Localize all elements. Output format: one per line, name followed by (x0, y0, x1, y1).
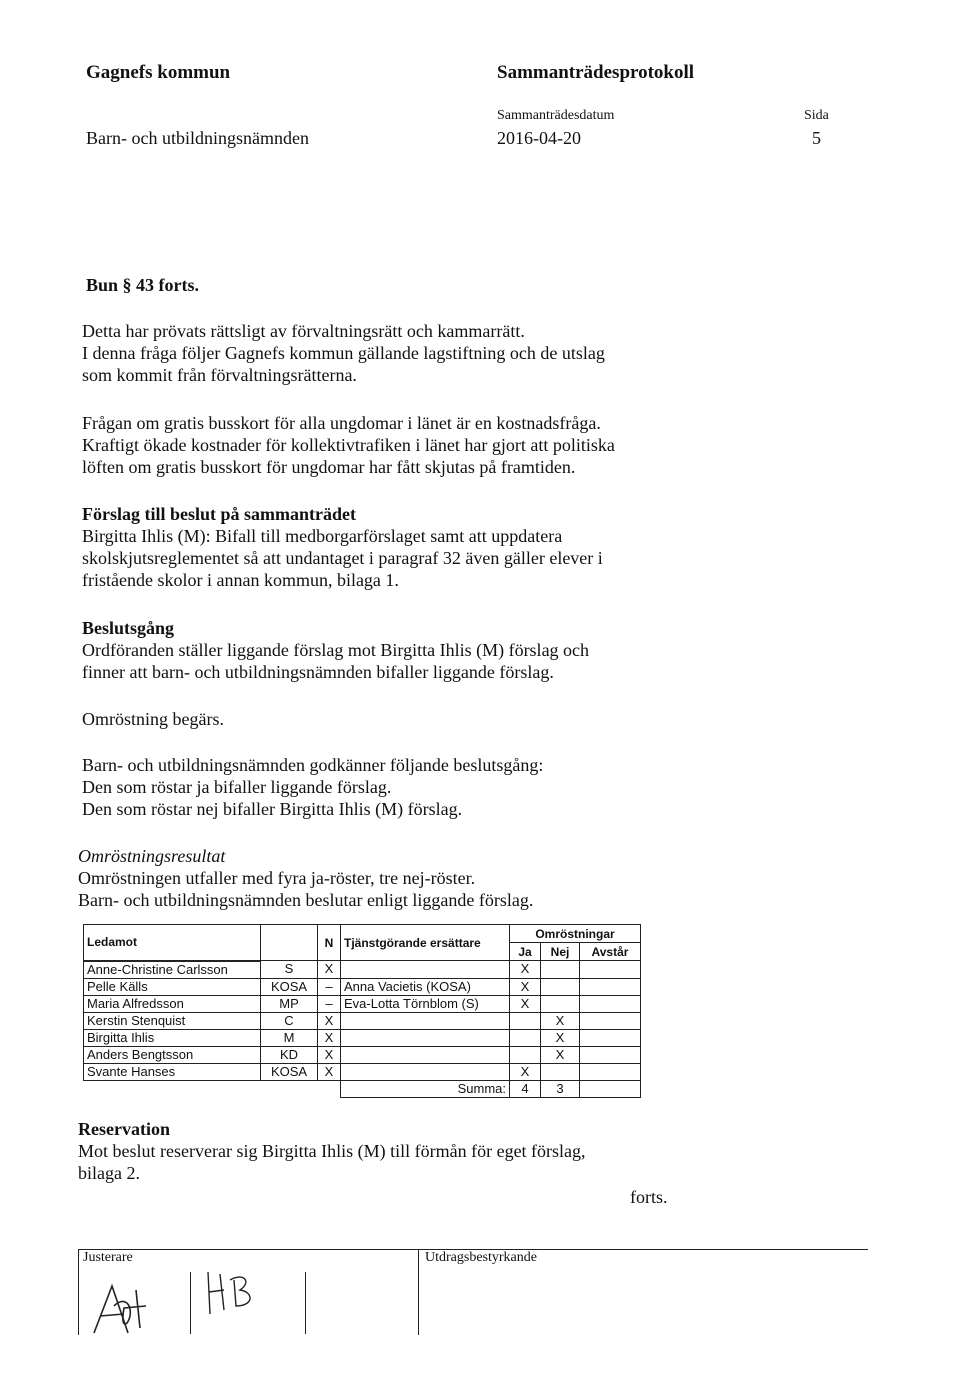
table-row (84, 1046, 641, 1063)
vote-yes (510, 1012, 541, 1029)
col-header-voting: Omröstningar (510, 925, 641, 943)
text-line: Barn- och utbildningsnämnden godkänner följande beslutsgång: (82, 755, 544, 775)
member-party: KOSA (261, 1063, 318, 1080)
col-header-abstain: Avstår (580, 943, 641, 961)
proposal-section (82, 503, 603, 591)
sum-no: 3 (541, 1080, 580, 1097)
member-present: X (318, 1029, 341, 1046)
member-substitute (341, 961, 510, 979)
footer-rule (418, 1249, 419, 1335)
col-header-no: Nej (541, 943, 580, 961)
page-number: 5 (812, 128, 821, 148)
member-present: – (318, 978, 341, 995)
vote-no: X (541, 1046, 580, 1063)
table-row (84, 978, 641, 995)
procedure-heading: Beslutsgång (82, 618, 175, 638)
text-line: bilaga 2. (78, 1163, 140, 1183)
vote-abstain (580, 961, 641, 979)
vote-abstain (580, 1029, 641, 1046)
member-substitute (341, 1046, 510, 1063)
proposal-heading: Förslag till beslut på sammanträdet (82, 504, 356, 524)
text-line: I denna fråga följer Gagnefs kommun gällande lagstiftning och de utslag (82, 343, 605, 363)
vote-abstain (580, 995, 641, 1012)
member-substitute (341, 1063, 510, 1080)
text-line: Birgitta Ihlis (M): Bifall till medborgarförslaget samt att uppdatera (82, 526, 563, 546)
footer-rule (78, 1249, 79, 1335)
table-row (84, 995, 641, 1012)
municipality-name: Gagnefs kommun (86, 62, 231, 83)
page-label: Sida (804, 108, 829, 123)
text-line: Kraftigt ökade kostnader för kollektivtrafiken i länet har gjort att politiska (82, 435, 615, 455)
text-line: Detta har prövats rättsligt av förvaltningsrätt och kammarrätt. (82, 321, 525, 341)
member-party: KOSA (261, 978, 318, 995)
result-heading: Omröstningsresultat (78, 846, 226, 866)
result-section (78, 845, 533, 911)
committee-name: Barn- och utbildningsnämnden (86, 128, 309, 148)
member-name: Pelle Källs (84, 978, 261, 995)
vote-abstain (580, 978, 641, 995)
text-line: Ordföranden ställer liggande förslag mot Birgitta Ihlis (M) förslag och (82, 640, 590, 660)
signature-initials-1 (84, 1278, 184, 1338)
member-party: M (261, 1029, 318, 1046)
vote-yes: X (510, 978, 541, 995)
vote-table (83, 924, 641, 1098)
vote-yes: X (510, 961, 541, 979)
col-header-present: N (318, 925, 341, 961)
text-line: Barn- och utbildningsnämnden beslutar enligt liggande förslag. (78, 890, 534, 910)
vote-requested: Omröstning begärs. (82, 709, 224, 729)
vote-no (541, 978, 580, 995)
footer-rule (305, 1272, 306, 1334)
sum-label: Summa: (341, 1080, 510, 1097)
text-line: fristående skolor i annan kommun, bilaga 1. (82, 570, 399, 590)
member-party: MP (261, 995, 318, 1012)
vote-yes: X (510, 1063, 541, 1080)
vote-yes (510, 1046, 541, 1063)
continued-label: forts. (630, 1187, 668, 1207)
footer-rule (190, 1272, 191, 1334)
extract-label: Utdragsbestyrkande (425, 1250, 537, 1265)
member-party: C (261, 1012, 318, 1029)
reservation-section (78, 1118, 586, 1184)
member-name: Svante Hanses (84, 1063, 261, 1080)
text-line: Den som röstar ja bifaller liggande förslag. (82, 777, 392, 797)
vote-yes (510, 1029, 541, 1046)
section-title: Bun § 43 forts. (86, 275, 200, 295)
vote-no: X (541, 1012, 580, 1029)
vote-no: X (541, 1029, 580, 1046)
member-name: Maria Alfredsson (84, 995, 261, 1012)
member-present: X (318, 961, 341, 979)
text-line: Den som röstar nej bifaller Birgitta Ihlis (M) förslag. (82, 799, 463, 819)
table-row (84, 961, 641, 979)
vote-abstain (580, 1063, 641, 1080)
text-line: som kommit från förvaltningsrätterna. (82, 365, 357, 385)
vote-abstain (580, 1012, 641, 1029)
meeting-date: 2016-04-20 (497, 128, 581, 148)
date-label: Sammanträdesdatum (497, 108, 615, 123)
paragraph-cost (82, 412, 615, 478)
member-party: S (261, 961, 318, 979)
table-row (84, 1063, 641, 1080)
text-line: Frågan om gratis busskort för alla ungdomar i länet är en kostnadsfråga. (82, 413, 601, 433)
table-row (84, 1012, 641, 1029)
member-substitute (341, 1029, 510, 1046)
member-present: X (318, 1046, 341, 1063)
member-present: X (318, 1012, 341, 1029)
vote-no (541, 961, 580, 979)
reservation-heading: Reservation (78, 1119, 170, 1139)
vote-yes: X (510, 995, 541, 1012)
member-name: Anne-Christine Carlsson (84, 961, 261, 979)
member-present: X (318, 1063, 341, 1080)
text-line: finner att barn- och utbildningsnämnden bifaller liggande förslag. (82, 662, 554, 682)
member-present: – (318, 995, 341, 1012)
vote-abstain (580, 1046, 641, 1063)
text-line: Omröstningen utfaller med fyra ja-röster, tre nej-röster. (78, 868, 476, 888)
sum-yes: 4 (510, 1080, 541, 1097)
member-substitute (341, 1012, 510, 1029)
table-row (84, 1029, 641, 1046)
member-name: Anders Bengtsson (84, 1046, 261, 1063)
procedure-section (82, 617, 589, 683)
member-substitute: Eva-Lotta Törnblom (S) (341, 995, 510, 1012)
col-header-yes: Ja (510, 943, 541, 961)
member-party: KD (261, 1046, 318, 1063)
member-name: Kerstin Stenquist (84, 1012, 261, 1029)
member-name: Birgitta Ihlis (84, 1029, 261, 1046)
verifier-label: Justerare (83, 1250, 133, 1265)
col-header-member: Ledamot (84, 925, 261, 961)
text-line: Mot beslut reserverar sig Birgitta Ihlis (M) till förmån för eget förslag, (78, 1141, 586, 1161)
signature-initials-2 (200, 1266, 280, 1321)
col-header-substitute: Tjänstgörande ersättare (341, 925, 510, 961)
text-line: löften om gratis busskort för ungdomar har fått skjutas på framtiden. (82, 457, 576, 477)
approval-section (82, 754, 543, 820)
member-substitute: Anna Vacietis (KOSA) (341, 978, 510, 995)
vote-no (541, 1063, 580, 1080)
paragraph-legal (82, 320, 605, 386)
document-type: Sammanträdesprotokoll (497, 62, 695, 83)
vote-no (541, 995, 580, 1012)
text-line: skolskjutsreglementet så att undantaget i paragraf 32 även gäller elever i (82, 548, 603, 568)
